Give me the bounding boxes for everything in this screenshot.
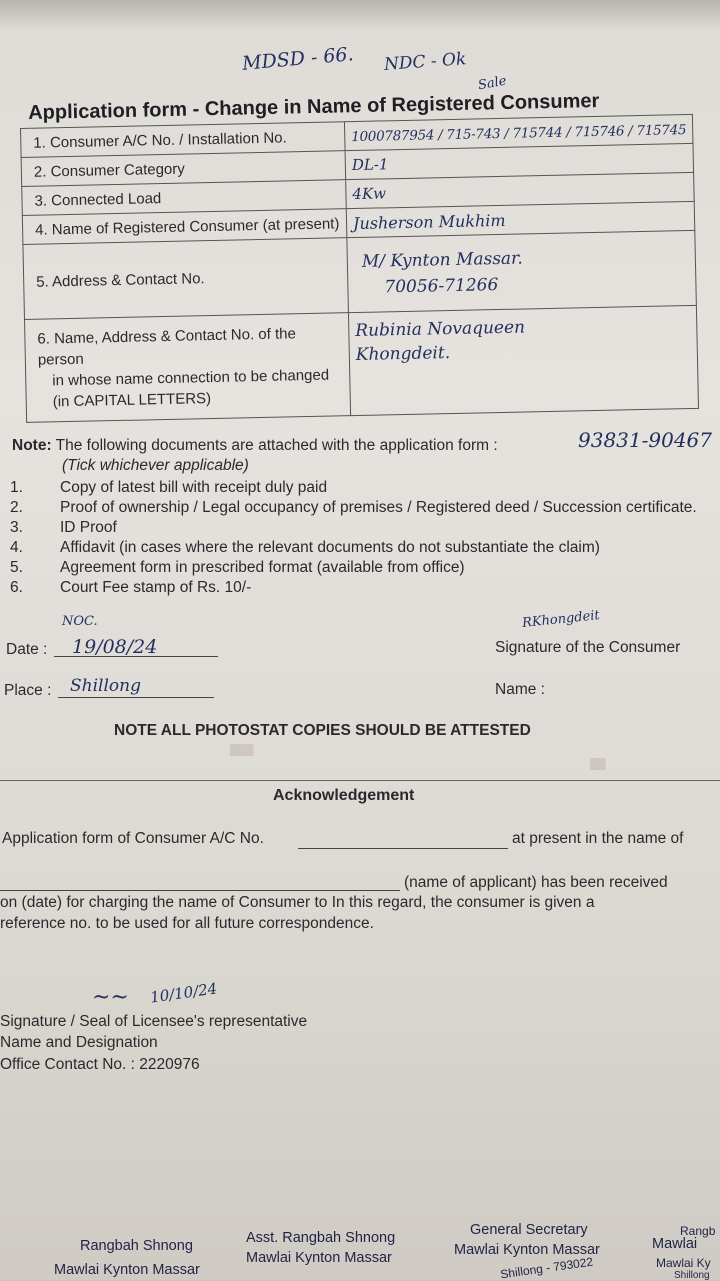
ack-line4: reference no. to be used for all future correspondence. <box>0 915 374 932</box>
handwritten-ref-sale: Sale <box>476 73 508 94</box>
address-value: M/ Kynton Massar. <box>361 248 523 272</box>
doc-text: Agreement form in prescribed format (available from office) <box>60 559 465 576</box>
attestation-note: NOTE ALL PHOTOSTAT COPIES SHOULD BE ATTESTED <box>114 722 531 739</box>
date-value: 19/08/24 <box>72 636 158 658</box>
documents-list <box>8 478 708 598</box>
note-prefix: Note: <box>12 437 52 454</box>
doc-text: ID Proof <box>60 519 117 536</box>
ack-signature-date: 10/10/24 <box>149 979 219 1007</box>
divider <box>0 780 720 781</box>
seal-asst-line2: Mawlai Kynton Massar <box>246 1250 392 1266</box>
doc-num: 2. <box>10 499 23 516</box>
doc-num: 3. <box>10 519 23 536</box>
consumer-details-table <box>20 114 699 423</box>
form-title: Application form - Change in Name of Registered Consumer <box>28 90 600 124</box>
new-name-value: Rubinia Novaqueen <box>355 317 526 342</box>
doc-num: 6. <box>10 579 23 596</box>
seal-rangbah-line2: Mawlai Kynton Massar <box>54 1262 200 1278</box>
seal-right-line3: Mawlai Ky <box>656 1256 711 1270</box>
doc-num: 5. <box>10 559 23 576</box>
doc-text: Proof of ownership / Legal occupancy of premises / Registered deed / Succession certificate. <box>60 499 697 516</box>
row6-label-line3: (in CAPITAL LETTERS) <box>52 390 212 411</box>
place-value: Shillong <box>70 676 141 696</box>
consumer-signature-label: Signature of the Consumer <box>495 639 681 656</box>
doc-text: Court Fee stamp of Rs. 10/- <box>60 579 252 596</box>
doc-num: 4. <box>10 539 23 556</box>
note-section <box>12 436 498 476</box>
row-value <box>348 305 698 415</box>
row-label: 1. Consumer A/C No. / Installation No. <box>21 122 346 158</box>
faint-stamp-mark: ▒▒ <box>590 758 606 770</box>
office-contact: Office Contact No. : 2220976 <box>0 1056 200 1073</box>
ac-no-blank <box>298 848 508 849</box>
doc-text: Affidavit (in cases where the relevant documents do not substantiate the claim) <box>60 539 600 556</box>
list-item <box>8 498 708 518</box>
list-item <box>8 578 708 598</box>
list-item <box>8 518 708 538</box>
list-item <box>8 478 708 498</box>
consumer-category-value: DL-1 <box>351 155 389 175</box>
seal-right-line2: Mawlai <box>652 1236 698 1252</box>
name-label: Name : <box>495 681 545 698</box>
row-label: 5. Address & Contact No. <box>23 238 348 320</box>
ack-line2: (name of applicant) has been received <box>404 874 668 891</box>
contact-value: 70056-71266 <box>384 275 499 298</box>
applicant-blank <box>0 890 400 891</box>
ack-line1b: at present in the name of <box>512 830 684 847</box>
place-line <box>58 697 214 698</box>
ack-line3: on (date) for charging the name of Consumer to In this regard, the consumer is given a <box>0 894 595 911</box>
row6-label-line2: in whose name connection to be changed <box>52 366 330 390</box>
place-label: Place : <box>4 682 52 699</box>
faint-stamp-mark: ▒▒▒ <box>230 744 254 756</box>
date-label: Date : <box>6 641 48 658</box>
licensee-signature-label: Signature / Seal of Licensee's representative <box>0 1013 308 1030</box>
list-item <box>8 558 708 578</box>
ack-line1a: Application form of Consumer A/C No. <box>2 830 264 847</box>
handwritten-phone: 93831-90467 <box>578 428 713 452</box>
list-item <box>8 538 708 558</box>
handwritten-ref-ndc: NDC - Ok <box>383 49 467 75</box>
seal-rangbah-line1: Rangbah Shnong <box>80 1238 193 1254</box>
seal-secretary-line3: Shillong - 793022 <box>499 1254 594 1281</box>
new-name-value-2: Khongdeit. <box>355 343 451 366</box>
seal-right-line1: Rangb <box>680 1224 716 1238</box>
seal-right-line4: Shillong <box>674 1270 710 1281</box>
name-designation-label: Name and Designation <box>0 1034 158 1051</box>
licensee-signature-mark: ~~ <box>92 985 129 1010</box>
seal-asst-line1: Asst. Rangbah Shnong <box>246 1230 396 1246</box>
consumer-signature: RKhongdeit <box>521 607 601 632</box>
row-label <box>25 313 351 423</box>
row-label: 2. Consumer Category <box>21 151 346 187</box>
table-row <box>25 305 699 422</box>
doc-text: Copy of latest bill with receipt duly paid <box>60 479 328 496</box>
acknowledgement-title: Acknowledgement <box>273 787 415 804</box>
seal-secretary-line1: General Secretary <box>470 1222 588 1238</box>
handwritten-noc: NOC. <box>62 614 98 629</box>
seal-secretary-line2: Mawlai Kynton Massar <box>454 1242 600 1258</box>
note-text: The following documents are attached with the application form : <box>55 437 498 454</box>
handwritten-ref-mdsd: MDSD - 66. <box>241 43 355 75</box>
doc-num: 1. <box>10 479 23 496</box>
table-row <box>23 230 696 319</box>
note-tick-hint: (Tick whichever applicable) <box>62 457 249 474</box>
row6-label-line1: 6. Name, Address & Contact No. of the person <box>37 325 297 369</box>
row-label: 4. Name of Registered Consumer (at present) <box>22 209 347 245</box>
row-label: 3. Connected Load <box>22 180 347 216</box>
row-value <box>347 230 697 312</box>
connected-load-value: 4Kw <box>352 184 387 204</box>
consumer-ac-value: 1000787954 / 715-743 / 715744 / 715746 / 715745 <box>351 121 687 145</box>
registered-consumer-value: Jusherson Mukhim <box>352 210 506 233</box>
top-shadow <box>0 0 720 30</box>
